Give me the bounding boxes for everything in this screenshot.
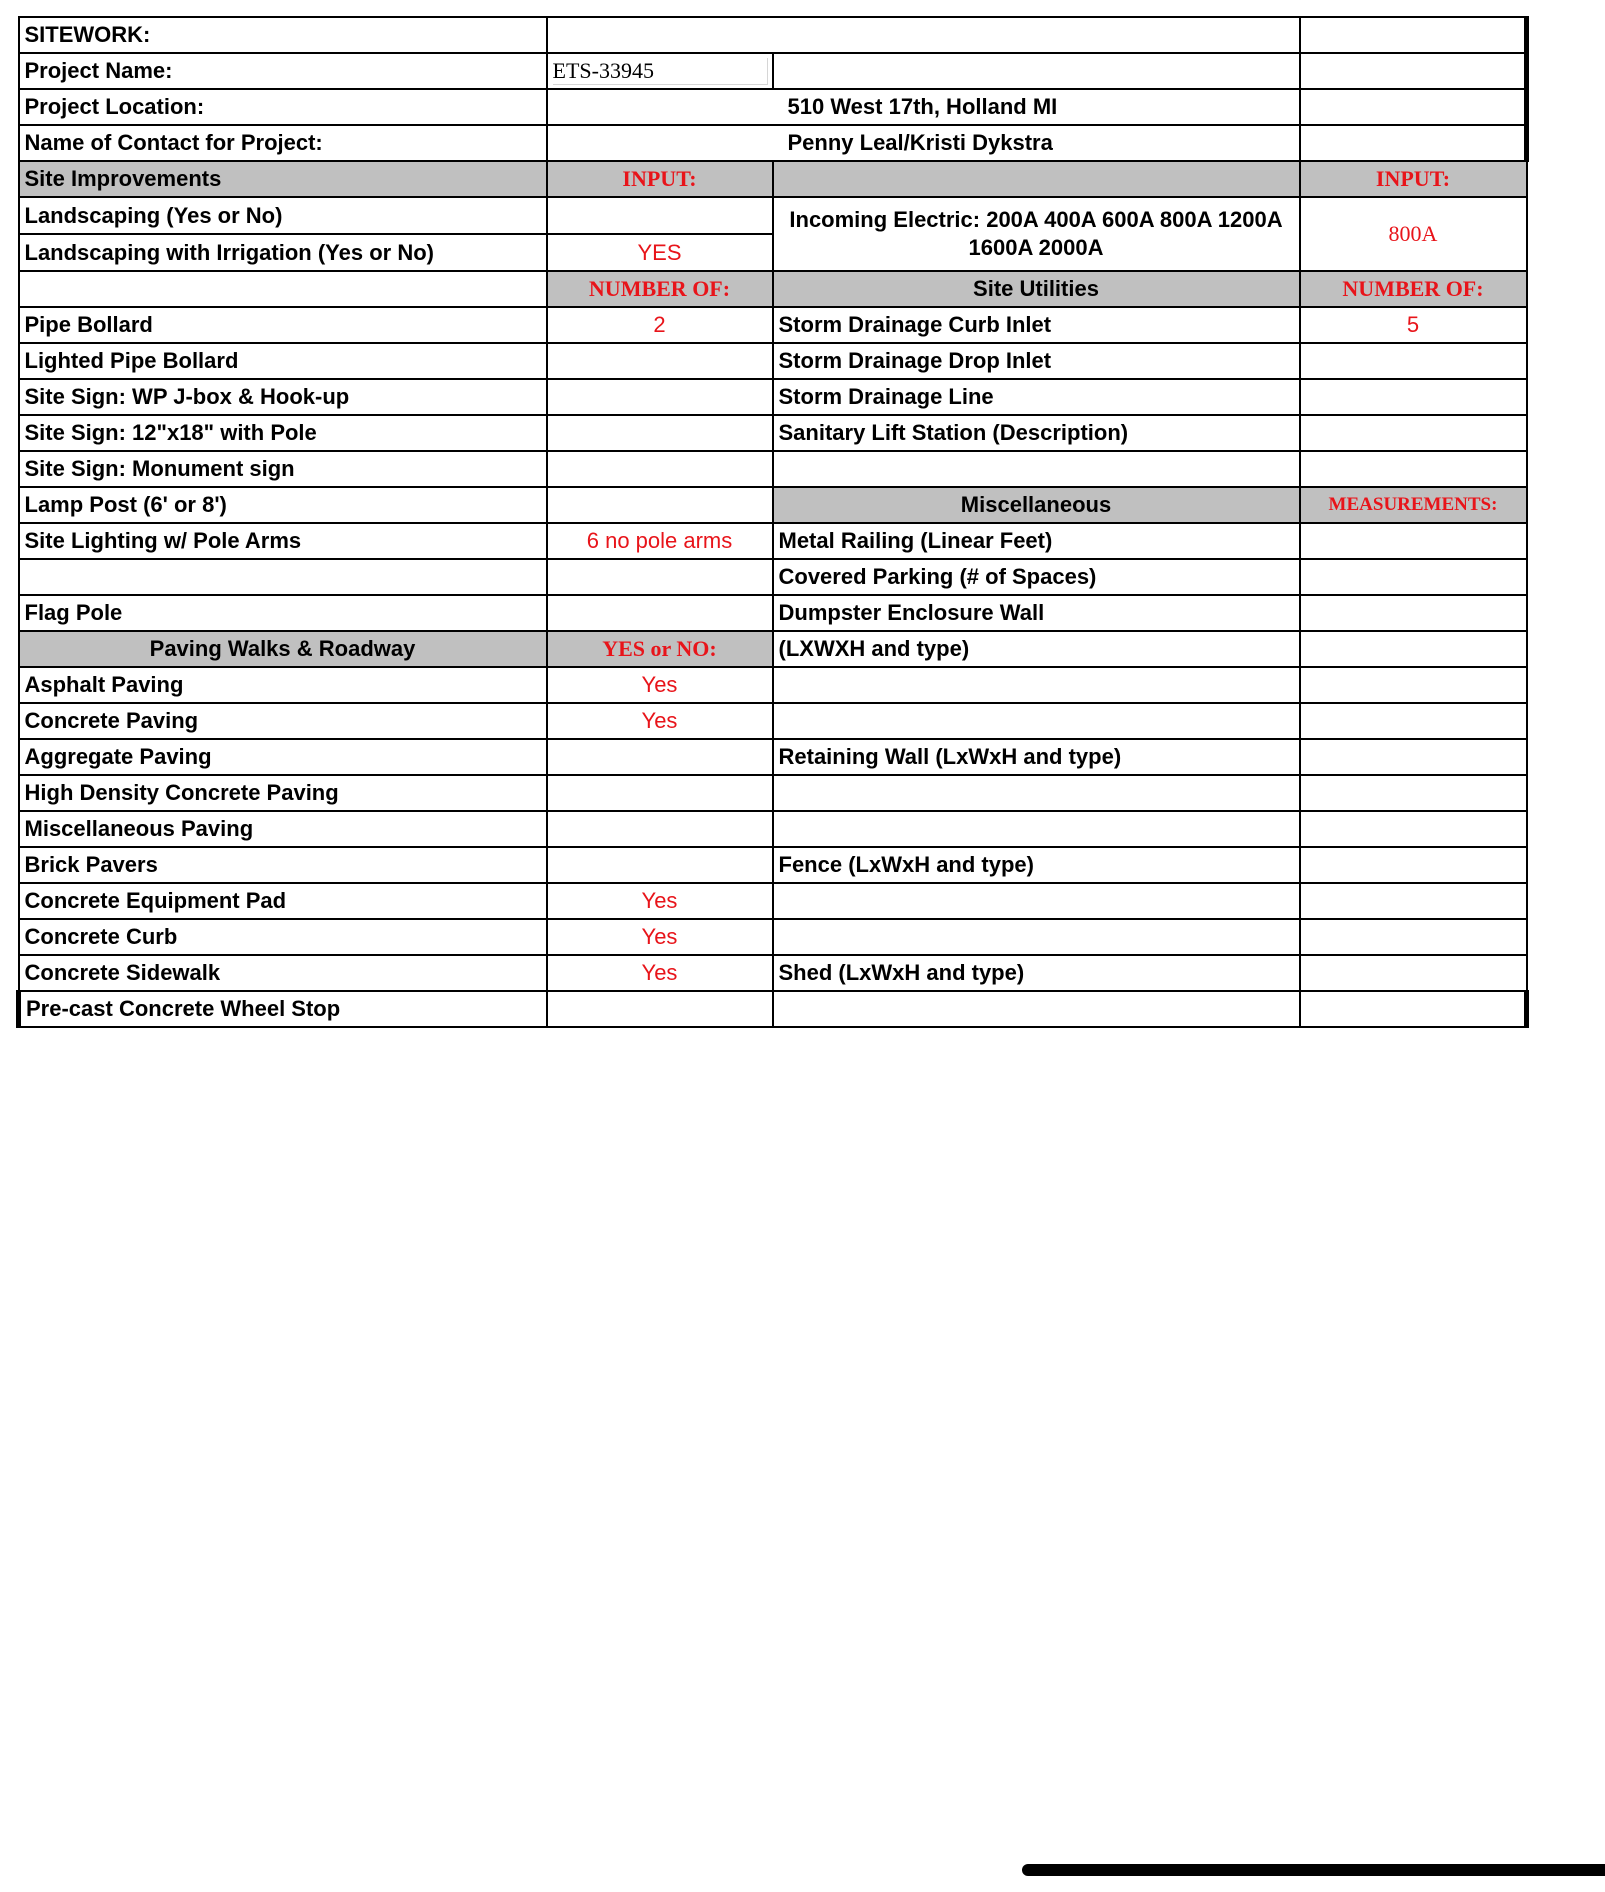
table-row	[19, 523, 1527, 559]
misc-label	[773, 775, 1300, 811]
item-value[interactable]	[547, 379, 773, 415]
item-value[interactable]	[547, 595, 773, 631]
item-value[interactable]	[547, 559, 773, 595]
table-row	[19, 451, 1527, 487]
paving-label: Concrete Curb	[19, 919, 547, 955]
item-label: Site Sign: WP J-box & Hook-up	[19, 379, 547, 415]
paving-label: Asphalt Paving	[19, 667, 547, 703]
paving-value[interactable]	[547, 991, 773, 1027]
contact-row	[19, 125, 1527, 161]
paving-label: Concrete Equipment Pad	[19, 883, 547, 919]
paving-label: Concrete Paving	[19, 703, 547, 739]
misc-label	[773, 883, 1300, 919]
table-row	[19, 919, 1527, 955]
paving-heading: Paving Walks & Roadway	[19, 631, 547, 667]
project-location-right	[1300, 89, 1527, 125]
project-location-label: Project Location:	[19, 89, 547, 125]
landscaping-row	[19, 197, 1527, 234]
paving-value[interactable]: Yes	[547, 955, 773, 991]
utility-label: Sanitary Lift Station (Description)	[773, 415, 1300, 451]
project-location-row	[19, 89, 1527, 125]
site-improvements-header-row	[19, 161, 1527, 197]
item-value[interactable]	[547, 487, 773, 523]
site-utilities-heading: Site Utilities	[773, 271, 1300, 307]
table-row	[19, 559, 1527, 595]
paving-value[interactable]	[547, 847, 773, 883]
misc-label	[773, 667, 1300, 703]
landscaping-value[interactable]	[547, 197, 773, 234]
yes-no-heading: YES or NO:	[547, 631, 773, 667]
measurements-heading: MEASUREMENTS:	[1300, 487, 1527, 523]
paving-label: Miscellaneous Paving	[19, 811, 547, 847]
blank-cell	[1300, 451, 1527, 487]
misc-value[interactable]	[1300, 883, 1527, 919]
misc-label: Metal Railing (Linear Feet)	[773, 523, 1300, 559]
table-row	[19, 811, 1527, 847]
paving-label: Brick Pavers	[19, 847, 547, 883]
utility-label: Storm Drainage Line	[773, 379, 1300, 415]
table-row	[19, 595, 1527, 631]
misc-value[interactable]	[1300, 559, 1527, 595]
project-name-row	[19, 53, 1527, 89]
utility-label: Storm Drainage Curb Inlet	[773, 307, 1300, 343]
table-row	[19, 307, 1527, 343]
misc-value[interactable]	[1300, 667, 1527, 703]
paving-label: High Density Concrete Paving	[19, 775, 547, 811]
table-row	[19, 739, 1527, 775]
project-name-cell[interactable]	[547, 53, 773, 89]
paving-value[interactable]	[547, 811, 773, 847]
paving-label: Concrete Sidewalk	[19, 955, 547, 991]
blank-cell	[773, 451, 1300, 487]
table-row	[19, 883, 1527, 919]
misc-value[interactable]	[1300, 775, 1527, 811]
utility-value[interactable]	[1300, 379, 1527, 415]
paving-value[interactable]: Yes	[547, 919, 773, 955]
misc-value[interactable]	[1300, 739, 1527, 775]
table-row	[19, 487, 1527, 523]
table-row	[19, 379, 1527, 415]
table-row	[19, 991, 1527, 1027]
sitework-blank-right	[1300, 17, 1527, 53]
project-location-value[interactable]: 510 West 17th, Holland MI	[547, 89, 1300, 125]
item-label: Lighted Pipe Bollard	[19, 343, 547, 379]
item-label: Site Sign: 12"x18" with Pole	[19, 415, 547, 451]
misc-value[interactable]	[1300, 919, 1527, 955]
item-value[interactable]	[547, 451, 773, 487]
project-name-extra	[773, 53, 1300, 89]
paving-value[interactable]: Yes	[547, 667, 773, 703]
misc-value[interactable]	[1300, 523, 1527, 559]
misc-label	[773, 991, 1300, 1027]
table-row	[19, 703, 1527, 739]
item-label	[19, 559, 547, 595]
utility-value[interactable]	[1300, 415, 1527, 451]
item-label: Lamp Post (6' or 8')	[19, 487, 547, 523]
misc-value[interactable]	[1300, 811, 1527, 847]
contact-value[interactable]: Penny Leal/Kristi Dykstra	[547, 125, 1300, 161]
misc-value[interactable]	[1300, 991, 1527, 1027]
misc-label	[773, 703, 1300, 739]
paving-value[interactable]: Yes	[547, 703, 773, 739]
item-label: Flag Pole	[19, 595, 547, 631]
contact-right	[1300, 125, 1527, 161]
project-name-value: ETS-33945	[553, 58, 768, 85]
misc-label: Retaining Wall (LxWxH and type)	[773, 739, 1300, 775]
paving-value[interactable]	[547, 739, 773, 775]
paving-label: Aggregate Paving	[19, 739, 547, 775]
project-name-right	[1300, 53, 1527, 89]
misc-label: Dumpster Enclosure Wall	[773, 595, 1300, 631]
misc-value[interactable]	[1300, 595, 1527, 631]
number-of-heading: NUMBER OF:	[547, 271, 773, 307]
incoming-electric-label: Incoming Electric: 200A 400A 600A 800A 1200A 1600A 2000A	[773, 197, 1300, 271]
misc-value[interactable]	[1300, 955, 1527, 991]
table-row	[19, 775, 1527, 811]
project-name-label: Project Name:	[19, 53, 547, 89]
item-value[interactable]	[547, 415, 773, 451]
number-of-header-row	[19, 271, 1527, 307]
table-row	[19, 415, 1527, 451]
paving-value[interactable]: Yes	[547, 883, 773, 919]
table-row	[19, 847, 1527, 883]
misc-label: Fence (LxWxH and type)	[773, 847, 1300, 883]
incoming-electric-value[interactable]: 800A	[1300, 197, 1527, 271]
item-value[interactable]	[547, 343, 773, 379]
sitework-row	[19, 17, 1527, 53]
utility-label: Storm Drainage Drop Inlet	[773, 343, 1300, 379]
contact-label: Name of Contact for Project:	[19, 125, 547, 161]
input-heading: INPUT:	[547, 161, 773, 197]
sitework-form-table	[16, 16, 1529, 1028]
misc-label: Shed (LxWxH and type)	[773, 955, 1300, 991]
landscaping-label: Landscaping (Yes or No)	[19, 197, 547, 234]
misc-label: (LXWXH and type)	[773, 631, 1300, 667]
item-label: Pipe Bollard	[19, 307, 547, 343]
sitework-blank	[547, 17, 1300, 53]
misc-label	[773, 919, 1300, 955]
irrigation-label: Landscaping with Irrigation (Yes or No)	[19, 234, 547, 271]
utility-value[interactable]	[1300, 343, 1527, 379]
paving-label: Pre-cast Concrete Wheel Stop	[19, 991, 547, 1027]
utilities-number-of-heading: NUMBER OF:	[1300, 271, 1527, 307]
home-indicator-bar	[1022, 1864, 1605, 1876]
table-row	[19, 955, 1527, 991]
table-row	[19, 343, 1527, 379]
misc-value[interactable]	[1300, 847, 1527, 883]
table-row	[19, 667, 1527, 703]
item-label: Site Sign: Monument sign	[19, 451, 547, 487]
electric-input-heading: INPUT:	[1300, 161, 1527, 197]
paving-header-row	[19, 631, 1527, 667]
sitework-label: SITEWORK:	[19, 17, 547, 53]
paving-value[interactable]	[547, 775, 773, 811]
site-improvements-heading: Site Improvements	[19, 161, 547, 197]
misc-value[interactable]	[1300, 703, 1527, 739]
item-label: Site Lighting w/ Pole Arms	[19, 523, 547, 559]
number-of-blank	[19, 271, 547, 307]
utility-value[interactable]: 5	[1300, 307, 1527, 343]
misc-value[interactable]	[1300, 631, 1527, 667]
header-blank	[773, 161, 1300, 197]
misc-label: Covered Parking (# of Spaces)	[773, 559, 1300, 595]
miscellaneous-heading: Miscellaneous	[773, 487, 1300, 523]
misc-label	[773, 811, 1300, 847]
item-value[interactable]: 2	[547, 307, 773, 343]
item-value[interactable]: 6 no pole arms	[547, 523, 773, 559]
irrigation-value[interactable]: YES	[547, 234, 773, 271]
